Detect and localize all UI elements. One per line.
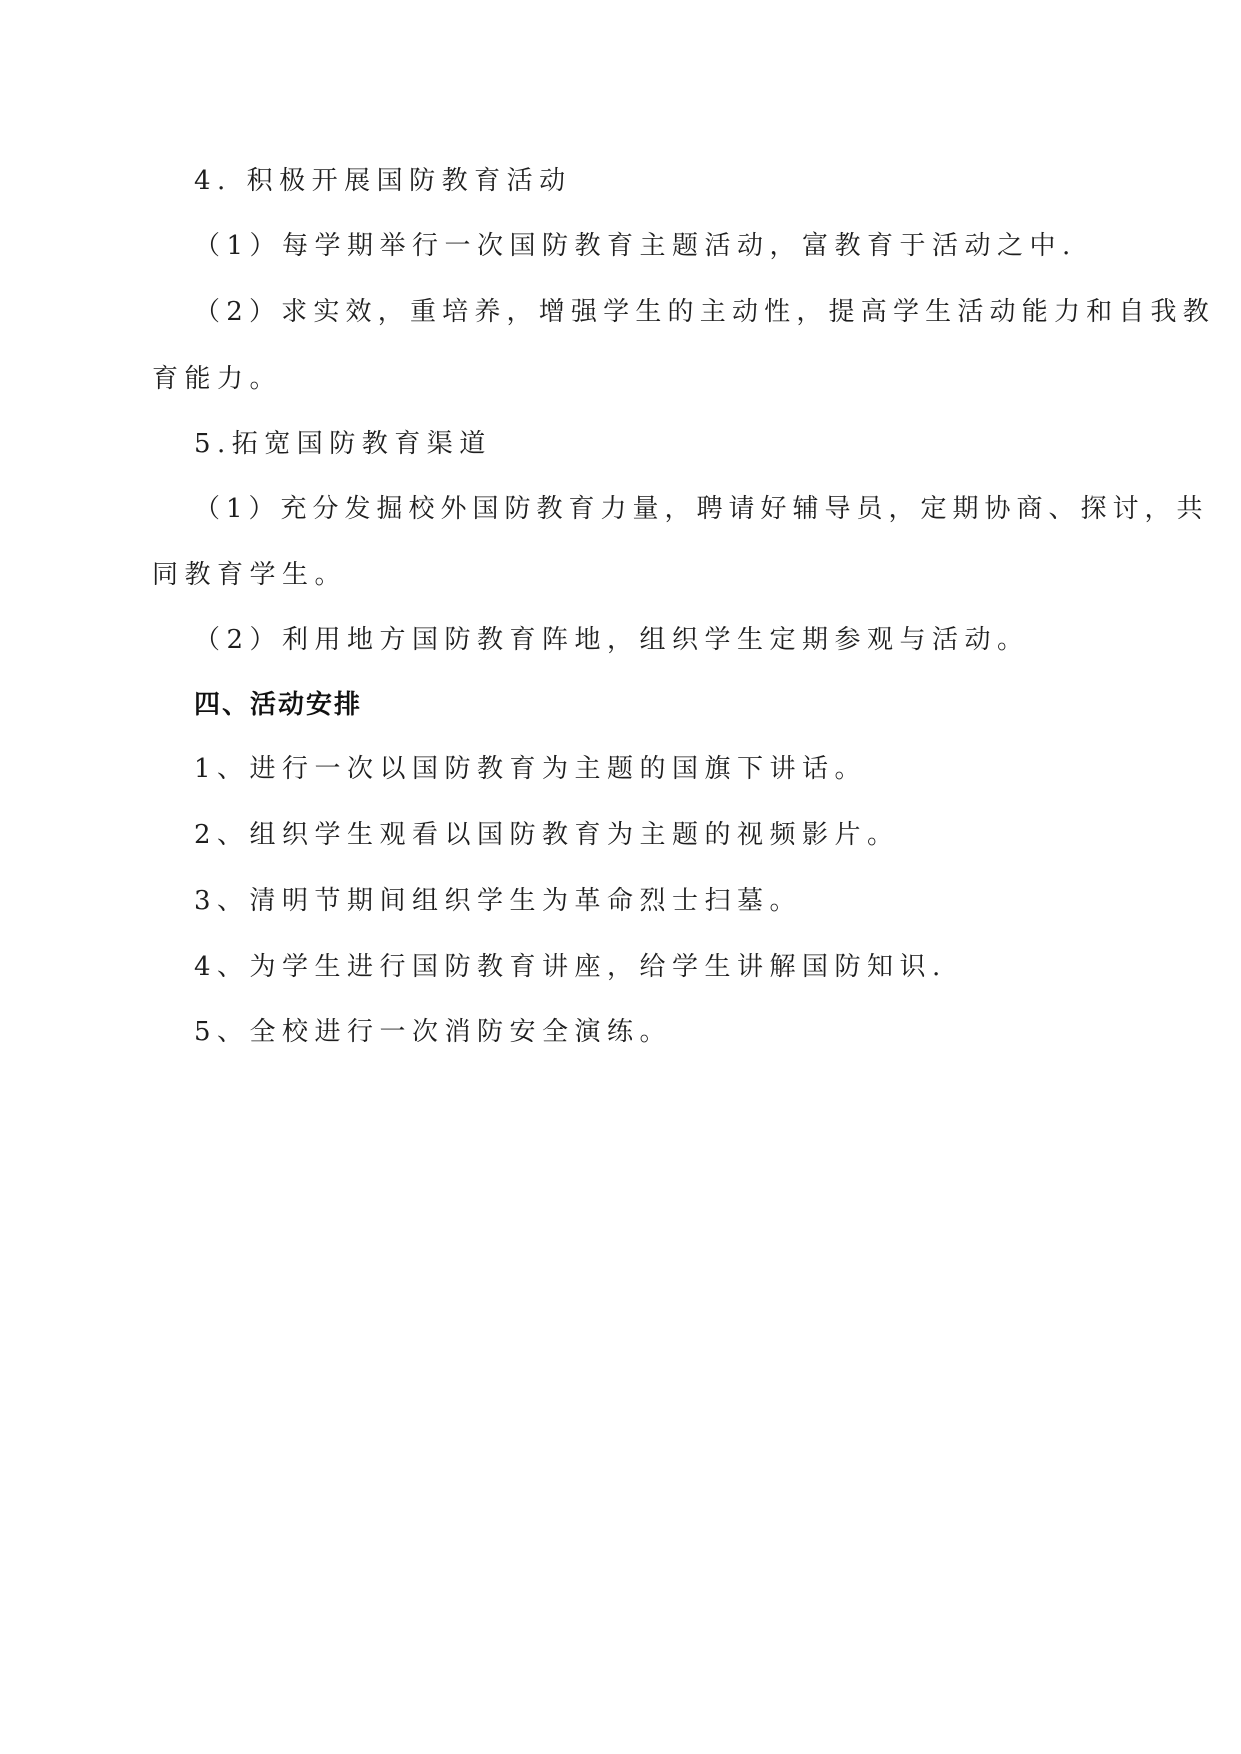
activity-item-1: 1、进行一次以国防教育为主题的国旗下讲话。 (194, 754, 868, 784)
activity-item-4: 4、为学生进行国防教育讲座，给学生讲解国防知识. (194, 952, 947, 982)
section-4-title: 4. 积极开展国防教育活动 (194, 166, 572, 196)
activity-item-5: 5、全校进行一次消防安全演练。 (194, 1017, 673, 1047)
section-5-item-1-cont: 同教育学生。 (152, 560, 348, 590)
section-4-item-2: （2）求实效，重培养，增强学生的主动性，提高学生活动能力和自我教 (194, 297, 1215, 327)
activity-item-2: 2、组织学生观看以国防教育为主题的视频影片。 (194, 820, 900, 850)
section-5-item-1: （1）充分发掘校外国防教育力量，聘请好辅导员，定期协商、探讨，共 (194, 494, 1209, 524)
section-4-item-1: （1）每学期举行一次国防教育主题活动，富教育于活动之中. (194, 231, 1077, 261)
section-5-title: 5.拓宽国防教育渠道 (194, 429, 492, 459)
section-4-item-2-cont: 育能力。 (152, 364, 283, 394)
activity-item-3: 3、清明节期间组织学生为革命烈士扫墓。 (194, 886, 803, 916)
activity-arrangement-heading: 四、活动安排 (194, 690, 363, 720)
section-5-item-2: （2）利用地方国防教育阵地，组织学生定期参观与活动。 (194, 625, 1030, 655)
